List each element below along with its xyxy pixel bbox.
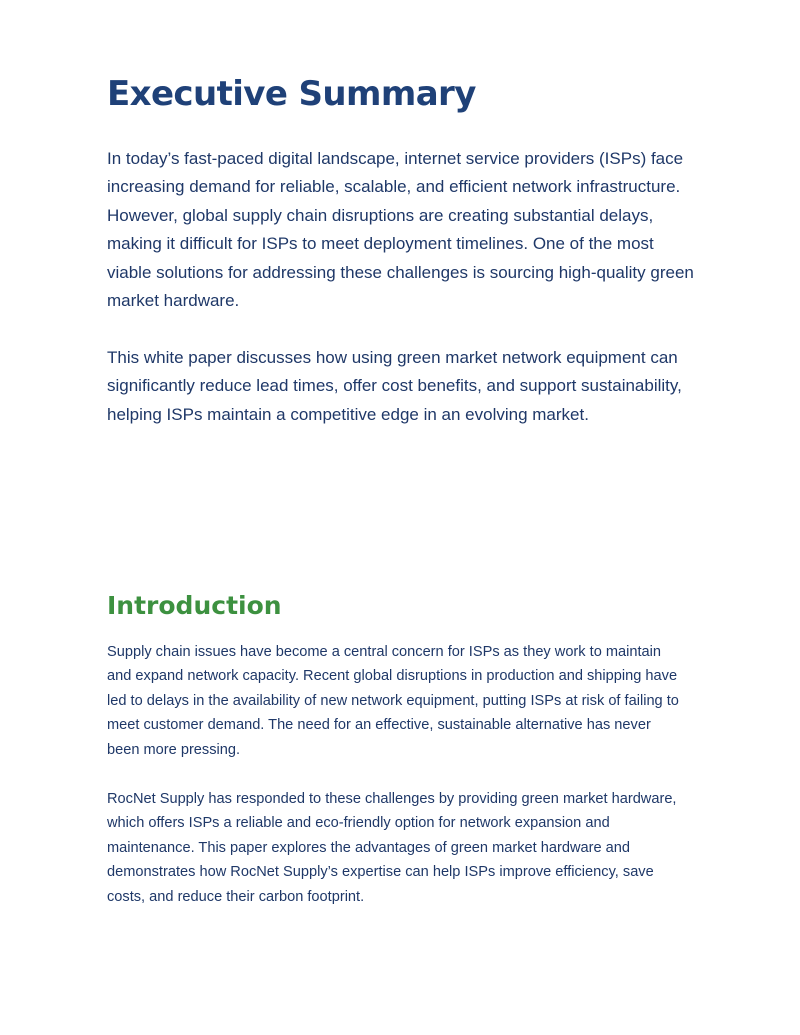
executive-summary-paragraph-1: In today’s fast-paced digital landscape, internet service providers (ISPs) face increasing demand for reliable, scalable, and efficient network infrastructure. However, global supply chain disruptions are creating substantial delays, making it difficult for ISPs to meet deployment timelines. One of the most viable solutions for addressing these challenges is sourcing high-quality green market hardware. xyxy=(107,149,694,311)
introduction-heading: Introduction xyxy=(107,591,282,620)
introduction-paragraph-2: RocNet Supply has responded to these challenges by providing green market hardware, which offers ISPs a reliable and eco-friendly option for network expansion and maintenance. This paper explores the advantages of green market hardware and demonstrates how RocNet Supply’s expertise can help ISPs improve efficiency, save costs, and reduce their carbon footprint. xyxy=(107,791,677,905)
executive-summary-heading: Executive Summary xyxy=(107,74,476,114)
introduction-paragraph-1: Supply chain issues have become a central concern for ISPs as they work to maintain and expand network capacity. Recent global disruptions in production and shipping have led to delays in the availability of new network equipment, putting ISPs at risk of failing to meet customer demand. The need for an effective, sustainable alternative has never been more pressing. xyxy=(107,644,679,758)
executive-summary-paragraph-2: This white paper discusses how using green market network equipment can significantly reduce lead times, offer cost benefits, and support sustainability, helping ISPs maintain a competitive edge in an evolving market. xyxy=(107,348,682,424)
